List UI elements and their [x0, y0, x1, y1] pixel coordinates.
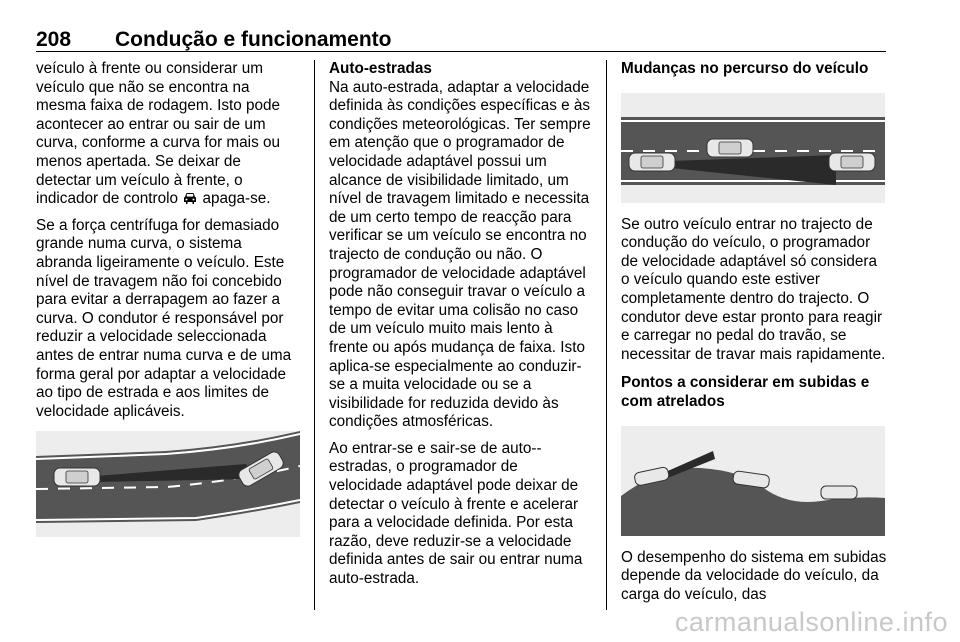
paragraph-motorway-entry-exit: Ao entrar-se e sair-se de auto--estradas, o programador de velocidade adaptável pode deixar de detectar o veículo à frente e acelerar para a velocidade definida. Por esta razão, deve reduzir-se a velocidade definida antes de sair ou entrar numa auto-estrada.: [329, 439, 583, 588]
hills-illustration: [621, 426, 885, 536]
heading-hills-trailers: Pontos a considerar em subidas e com atrelados: [621, 374, 870, 410]
page-header: [36, 22, 886, 52]
vehicle-ahead-indicator-icon: [182, 191, 198, 205]
text-indicator-off: apaga-se.: [198, 190, 271, 208]
column-2: [329, 60, 594, 597]
column-3: [621, 60, 887, 612]
column-1: [36, 60, 300, 537]
paragraph-centrifugal-force: Se a força centrífuga for demasiado grande numa curva, o sistema abranda ligeiramente o veículo. Este nível de travagem não foi concebido para evitar a derrapagem ao fazer a curva. O condutor é responsável por reduzir a velocidade seleccionada antes de entrar numa curva e de uma forma geral por adaptar a velocidade ao tipo de estrada e aos limites de velocidade aplicáveis.: [36, 216, 292, 420]
section-title: Condução e funcionamento: [115, 28, 392, 51]
column-divider-2: [606, 60, 607, 610]
watermark: carmanualsonline.info: [674, 607, 948, 637]
page-number: 208: [36, 28, 72, 51]
text-curve-detection: veículo à frente ou considerar um veículo que não se encontra na mesma faixa de rodagem. Isto pode acontecer ao entrar ou sair de um curva, conforme a curva for mais ou menos apertada. Se deixar de detectar um veículo à frente, o indicador de controlo: [36, 60, 281, 208]
paragraph-curve-detection: [36, 60, 300, 209]
lane-change-illustration: [621, 93, 885, 203]
paragraph-motorway-speed: Na auto-estrada, adaptar a velocidade definida às condições específicas e às condições meteorológicas. Ter sempre em atenção que o programador de velocidade adaptável possui um alcance de visibilidade limitado, um nível de travagem limitado e necessita de um certo tempo de reacção para verificar se um veículo se encontra no trajecto de condução ou não. O programador de velocidade adaptável pode não conseguir travar o veículo a tempo de evitar uma colisão no caso de um veículo muito mais lento à frente ou após mudança de faixa. Isto aplica-se especialmente ao conduzir-se a muita velocidade ou se a visibilidade for reduzida devido às condições atmosféricas.: [329, 78, 591, 431]
header-rule: [36, 51, 886, 52]
column-divider-1: [314, 60, 315, 610]
heading-motorways: Auto-estradas: [329, 60, 432, 77]
paragraph-hill-performance: O desempenho do sistema em subidas depende da velocidade do veículo, da carga do veículo, das: [621, 548, 887, 603]
curve-road-illustration: [36, 431, 300, 537]
paragraph-vehicle-cut-in: Se outro veículo entrar no trajecto de condução do veículo, o programador de velocidade adaptável só considera o veículo quando este estiver completamente dentro do trajecto. O condutor deve estar pronto para reagir e carregar no pedal do travão, se necessitar de travar mais rapidamente.: [621, 215, 886, 363]
heading-path-changes: Mudanças no percurso do veículo: [621, 60, 869, 77]
